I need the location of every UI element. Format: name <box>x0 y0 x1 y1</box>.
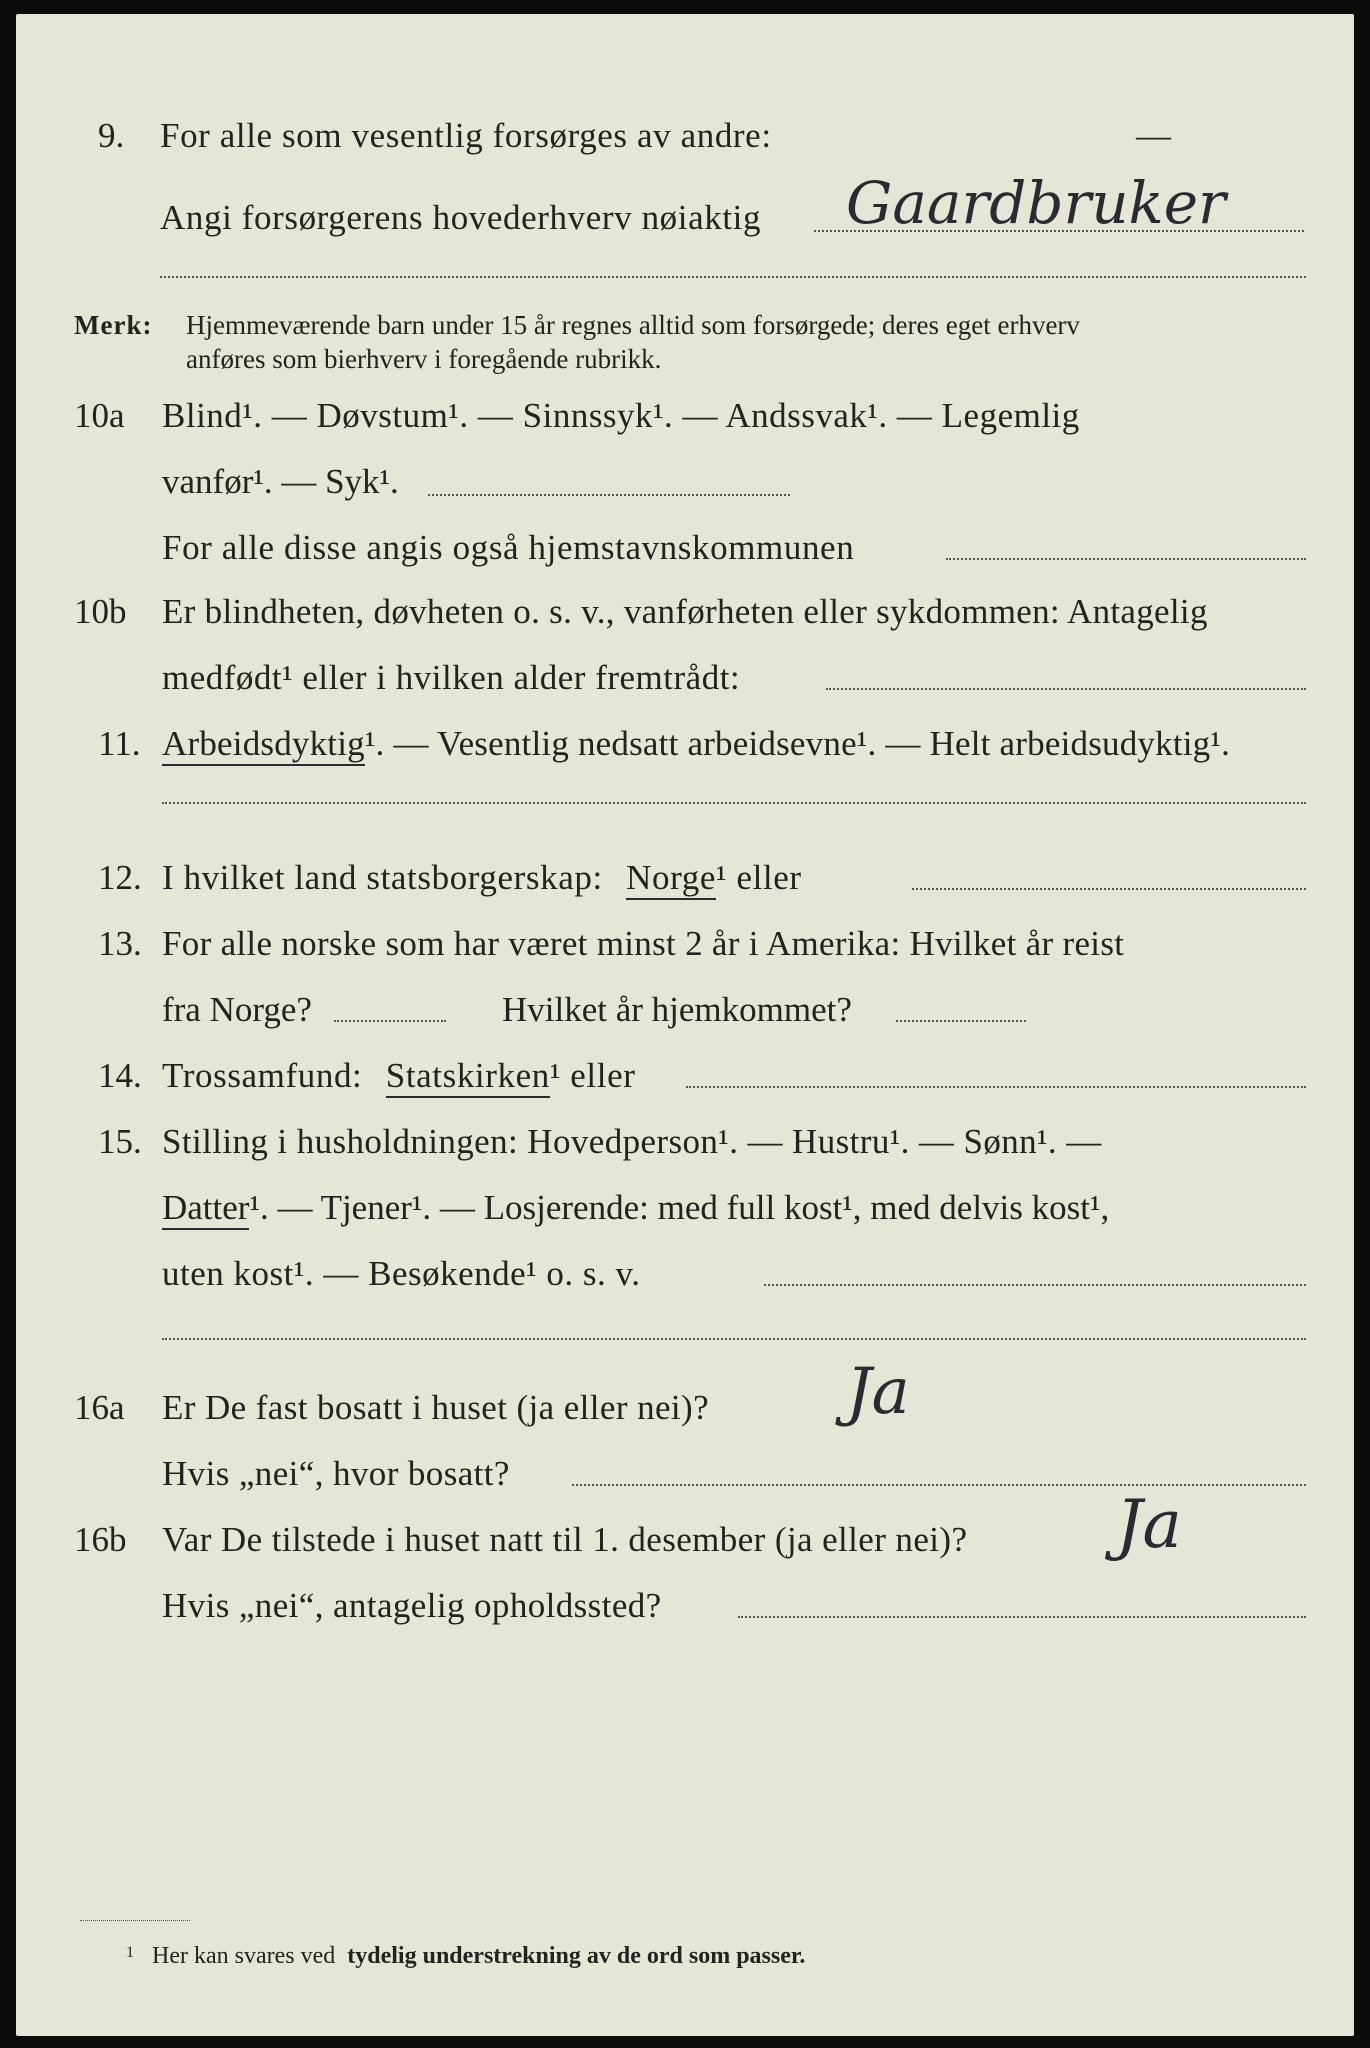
merk-line2: anføres som bierhverv i foregående rubrikk. <box>186 344 662 374</box>
q13-reist-answer-line <box>334 1020 446 1022</box>
q14-post: ¹ eller <box>549 1056 636 1095</box>
q9-line2: Angi forsørgerens hovederhverv nøiaktig <box>160 198 762 237</box>
q11-underlined-choice: Arbeidsdyktig <box>162 724 365 766</box>
q12-question: I hvilket land statsborgerskap: <box>162 858 603 897</box>
q16b-handwritten-answer: Ja <box>1116 1486 1182 1563</box>
footnote <box>126 1944 805 1968</box>
q10a-line2-answer-line <box>428 494 790 496</box>
q16a-line1: Er De fast bosatt i huset (ja eller nei)? <box>162 1388 710 1427</box>
q14-number: 14. <box>98 1056 142 1095</box>
q13-number: 13. <box>98 924 142 963</box>
q9-separator-line <box>160 276 1306 278</box>
q16a-handwritten-answer: Ja <box>846 1355 910 1429</box>
q15-line1: Stilling i husholdningen: Hovedperson¹. — Hustru¹. — Sønn¹. — <box>162 1122 1102 1161</box>
q9-number: 9. <box>98 116 125 155</box>
q10b-number: 10b <box>74 592 127 631</box>
q12-underlined-choice: Norge <box>626 858 716 900</box>
q16b-answer-line <box>738 1616 1306 1618</box>
footnote-rule <box>80 1920 190 1921</box>
q15-line2 <box>162 1190 1109 1225</box>
q16b-line1: Var De tilstede i huset natt til 1. desember (ja eller nei)? <box>162 1520 968 1559</box>
q15-line2-rest: ¹. — Tjener¹. — Losjerende: med full kost¹, med delvis kost¹, <box>249 1188 1110 1227</box>
q11-line <box>162 726 1230 761</box>
q9-dash: — <box>1136 116 1171 155</box>
q10a-line3: For alle disse angis også hjemstavnskommunen <box>162 528 855 567</box>
q12-line <box>162 860 802 895</box>
q12-number: 12. <box>98 858 142 897</box>
q10a-line2: vanfør¹. — Syk¹. <box>162 462 399 501</box>
census-form-page <box>16 14 1354 2036</box>
q11-answer-line <box>162 802 1306 804</box>
q10a-line3-answer-line <box>946 558 1306 560</box>
q14-underlined-choice: Statskirken <box>386 1056 550 1098</box>
footnote-bold-text: tydelig understrekning av de ord som passer. <box>347 1943 806 1969</box>
q11-number: 11. <box>98 724 141 763</box>
q10b-line2: medfødt¹ eller i hvilken alder fremtrådt: <box>162 658 741 697</box>
q12-answer-line <box>912 888 1306 890</box>
q15-line3: uten kost¹. — Besøkende¹ o. s. v. <box>162 1254 641 1293</box>
q10b-answer-line <box>826 688 1306 690</box>
q9-line1: For alle som vesentlig forsørges av andre: <box>160 116 772 155</box>
q16a-answer-line <box>572 1484 1306 1486</box>
q10b-line1: Er blindheten, døvheten o. s. v., vanførheten eller sykdommen: Antagelig <box>162 592 1208 631</box>
q15-number: 15. <box>98 1122 142 1161</box>
q14-answer-line <box>686 1086 1306 1088</box>
q10a-line1: Blind¹. — Døvstum¹. — Sinnssyk¹. — Andssvak¹. — Legemlig <box>162 396 1080 435</box>
q15-answer-line <box>764 1284 1306 1286</box>
q16a-number: 16a <box>74 1388 125 1427</box>
q16b-number: 16b <box>74 1520 127 1559</box>
merk-label: Merk: <box>74 310 153 340</box>
q13-line2b: Hvilket år hjemkommet? <box>502 990 852 1029</box>
footnote-mark: 1 <box>126 1944 134 1961</box>
merk-line1: Hjemmeværende barn under 15 år regnes alltid som forsørgede; deres eget erhverv <box>186 310 1080 340</box>
q10a-number: 10a <box>74 396 125 435</box>
q14-line <box>162 1058 635 1093</box>
q13-line1: For alle norske som har været minst 2 år i Amerika: Hvilket år reist <box>162 924 1125 963</box>
q15-extra-line <box>162 1338 1306 1340</box>
q16b-line2: Hvis „nei“, antagelig opholdssted? <box>162 1586 662 1625</box>
q16a-line2: Hvis „nei“, hvor bosatt? <box>162 1454 510 1493</box>
q12-post: ¹ eller <box>716 858 802 897</box>
q9-handwritten-answer: Gaardbruker <box>846 169 1226 237</box>
q15-underlined-choice: Datter <box>162 1188 249 1230</box>
q13-line2a: fra Norge? <box>162 990 312 1029</box>
q13-hjemkommet-answer-line <box>896 1020 1026 1022</box>
q11-rest: ¹. — Vesentlig nedsatt arbeidsevne¹. — Helt arbeidsudyktig¹. <box>364 724 1231 763</box>
footnote-text: Her kan svares ved <box>152 1943 336 1969</box>
q14-question: Trossamfund: <box>162 1056 363 1095</box>
